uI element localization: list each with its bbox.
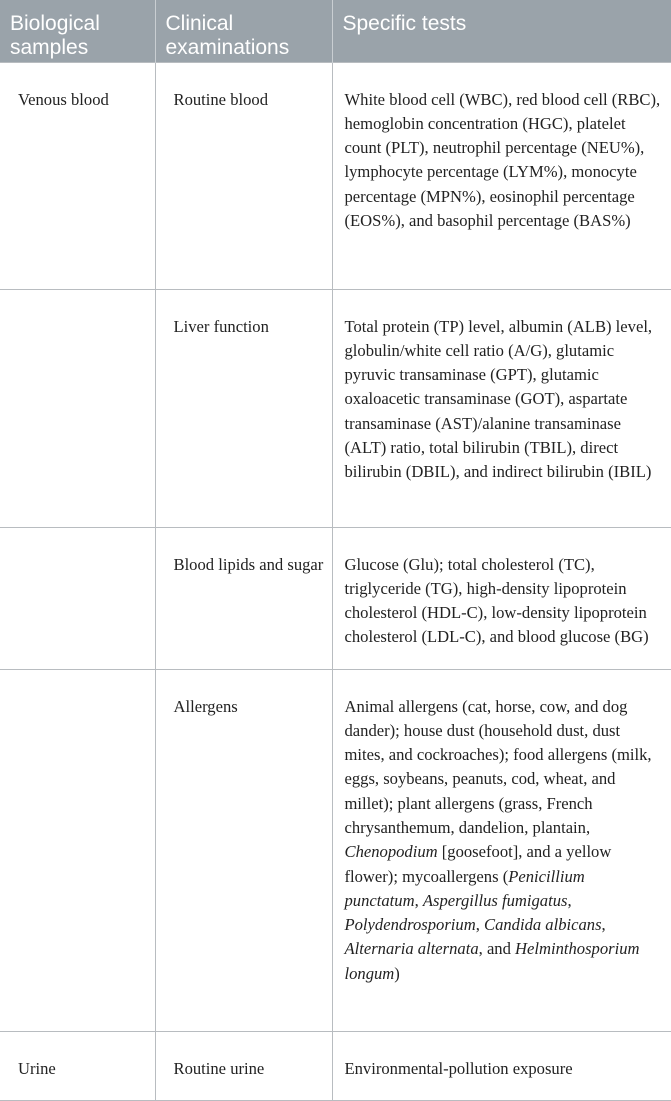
tests-text: Total protein (TP) level, albumin (ALB) level, globulin/white cell ratio (A/G), glutamic pyruvic transaminase (GPT), glutamic oxaloacetic transaminase (GOT), aspartate transaminase (AST)/alanine transaminase (ALT) ratio, total bilirubin (TBIL), direct bilirubin (DBIL), and indirect bilirubin (IBIL): [344, 316, 653, 482]
cell-tests: [332, 289, 671, 527]
tests-text: Glucose (Glu); total cholesterol (TC), triglyceride (TG), high-density lipoprotein cholesterol (HDL-C), low-density lipoprotein cholesterol (LDL-C), and blood glucose (BG): [344, 554, 649, 647]
tests-text-part: ,: [414, 890, 423, 910]
sample-text: [18, 670, 147, 695]
table-header: [0, 0, 671, 62]
header-biological-samples: Biological samples: [0, 0, 155, 62]
tests-text-italic: Alternaria alternata: [344, 939, 479, 959]
table-row: [0, 1031, 671, 1100]
table-row: [0, 669, 671, 1031]
sample-text: [18, 290, 147, 315]
tests-text-italic: Polydendrosporium: [344, 915, 476, 935]
header-specific-tests: Specific tests: [332, 0, 671, 62]
sample-text: Venous blood: [18, 89, 109, 109]
cell-exam: [155, 527, 332, 669]
tests-text-part: [goosefoot], and a yellow flower); mycoallergens (: [344, 842, 612, 886]
cell-exam: [155, 62, 332, 289]
table-row: [0, 527, 671, 669]
tests-text-italic: Candida albicans: [484, 915, 602, 935]
sample-text: Urine: [18, 1058, 56, 1078]
cell-exam: [155, 1031, 332, 1100]
tests-text-part: ,: [475, 915, 484, 935]
cell-sample: [0, 289, 155, 527]
tests-text-part: ): [394, 963, 400, 983]
tests-text: Environmental-pollution exposure: [344, 1058, 573, 1078]
tests-text: [345, 670, 662, 987]
exam-text: Liver function: [173, 316, 269, 336]
cell-sample: [0, 527, 155, 669]
tests-text-italic: Aspergillus fumigatus: [422, 890, 568, 910]
sample-text: [18, 528, 147, 553]
tests-text: White blood cell (WBC), red blood cell (RBC), hemoglobin concentration (HGC), platelet count (PLT), neutrophil percentage (NEU%), lymphocyte percentage (LYM%), monocyte percentage (MPN%), eosinophil percentage (EOS%), and basophil percentage (BAS%): [344, 89, 661, 230]
table-row: [0, 289, 671, 527]
cell-tests: [332, 1031, 671, 1100]
table-row: [0, 62, 671, 289]
header-clinical-examinations: Clinical examinations: [155, 0, 332, 62]
cell-sample: [0, 62, 155, 289]
tests-text-italic: Penicillium punctatum: [344, 866, 585, 910]
table-body: [0, 62, 671, 1100]
tests-text-italic: Chenopodium: [344, 842, 438, 862]
exam-text: Routine urine: [173, 1058, 265, 1078]
tests-text-part: ,: [567, 890, 572, 910]
cell-tests: [332, 527, 671, 669]
exam-text: Allergens: [173, 696, 238, 716]
tests-text-italic: Helminthosporium longum: [344, 939, 640, 983]
cell-exam: [155, 669, 332, 1031]
tests-text-part: Animal allergens (cat, horse, cow, and dog dander); house dust (household dust, dust mites, and cockroaches); food allergens (milk, eggs, soybeans, peanuts, cod, wheat, and millet); plant allergens (grass, French chrysanthemum, dandelion, plantain,: [344, 696, 652, 837]
tests-text-part: ,: [601, 915, 606, 935]
cell-sample: [0, 1031, 155, 1100]
cell-tests: [332, 62, 671, 289]
cell-exam: [155, 289, 332, 527]
header-row: [0, 0, 671, 62]
cell-sample: [0, 669, 155, 1031]
cell-tests: [332, 669, 671, 1031]
exam-text: Routine blood: [173, 89, 268, 109]
tests-text-part: , and: [478, 939, 516, 959]
exam-text: Blood lipids and sugar: [173, 554, 324, 574]
